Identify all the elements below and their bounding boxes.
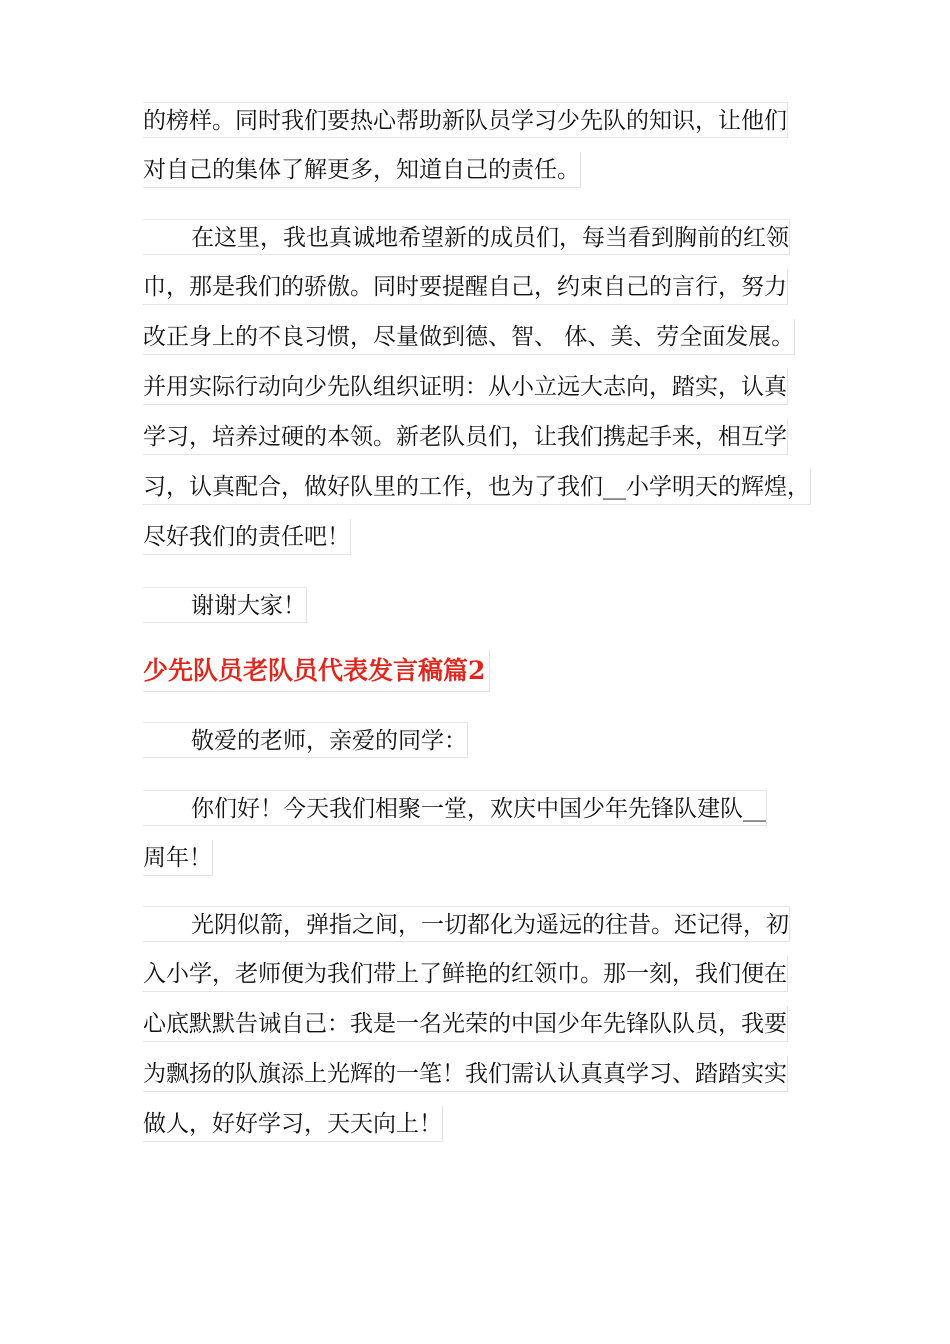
paragraph-line: 光阴似箭，弹指之间，一切都化为遥远的往昔。还记得，初 [143,906,790,942]
paragraph-line: 尽好我们的责任吧！ [143,519,351,555]
paragraph-line: 并用实际行动向少先队组织证明：从小立远大志向，踏实，认真 [143,369,788,405]
paragraph-line: 在这里，我也真诚地希望新的成员们，每当看到胸前的红领 [143,219,790,255]
paragraph-line: 你们好！今天我们相聚一堂，欢庆中国少年先锋队建队__ [143,790,767,826]
paragraph-line: 做人，好好学习，天天向上！ [143,1106,443,1142]
paragraph-line: 入小学，老师便为我们带上了鲜艳的红领巾。那一刻，我们便在 [143,956,788,992]
section-heading: 少先队员老队员代表发言稿篇2 [143,650,490,692]
paragraph-line: 改正身上的不良习惯，尽量做到德、智、 体、美、劳全面发展。 [143,319,795,355]
paragraph-line: 周年！ [143,840,213,876]
paragraph-line: 的榜样。同时我们要热心帮助新队员学习少先队的知识，让他们 [143,102,788,138]
closing-line: 谢谢大家！ [143,587,307,623]
paragraph-line: 心底默默告诫自己：我是一名光荣的中国少年先锋队队员，我要 [143,1006,788,1042]
paragraph-line: 巾，那是我们的骄傲。同时要提醒自己，约束自己的言行，努力 [143,269,788,305]
paragraph-line: 习，认真配合，做好队里的工作，也为了我们__小学明天的辉煌， [143,469,811,505]
greeting-line: 敬爱的老师，亲爱的同学： [143,722,468,758]
paragraph-line: 为飘扬的队旗添上光辉的一笔！我们需认认真真学习、踏踏实实 [143,1056,788,1092]
paragraph-line: 对自己的集体了解更多，知道自己的责任。 [143,152,581,188]
paragraph-line: 学习，培养过硬的本领。新老队员们，让我们携起手来，相互学 [143,419,788,455]
